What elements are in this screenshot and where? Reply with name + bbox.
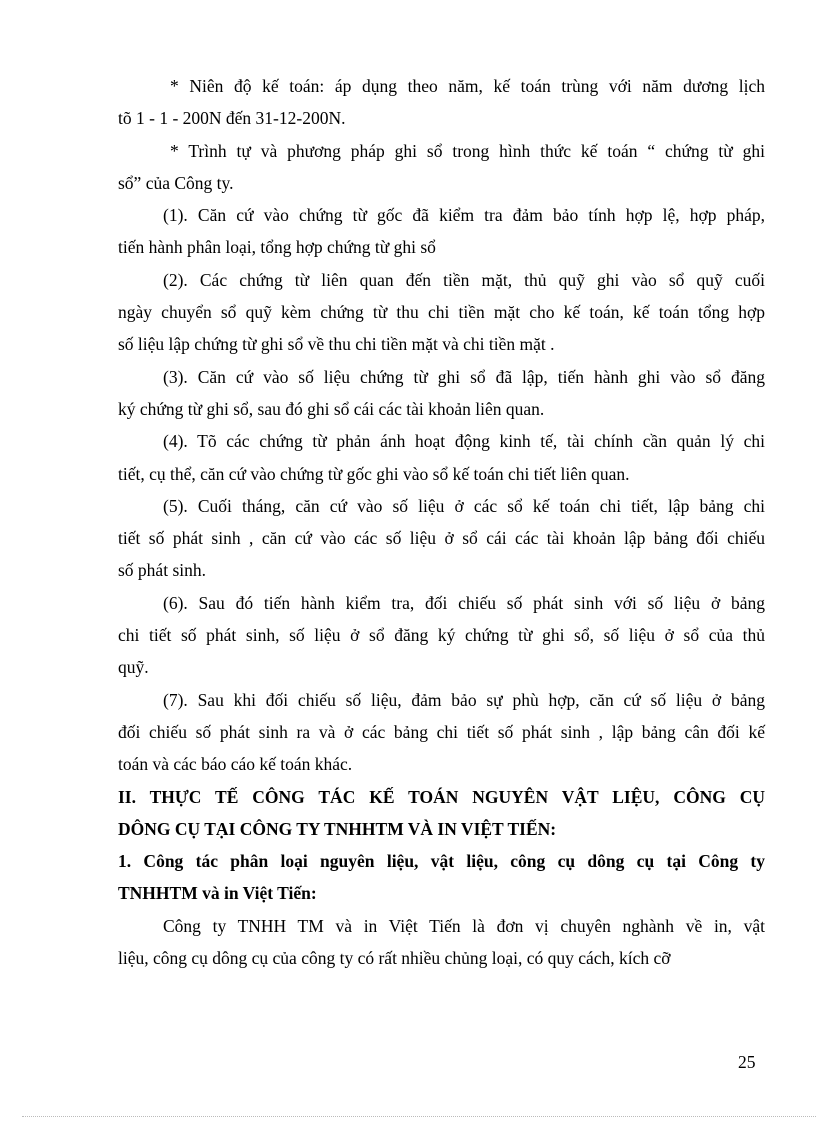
document-body — [118, 70, 765, 974]
text-line: ngày chuyển sổ quỹ kèm chứng từ thu chi tiền mặt cho kế toán, kế toán tổng hợp — [118, 302, 765, 323]
paragraph — [118, 264, 765, 361]
paragraph — [118, 425, 765, 490]
text-line: ký chứng từ ghi sổ, sau đó ghi sổ cái các tài khoản liên quan. — [118, 398, 545, 419]
paragraph — [118, 70, 765, 135]
paragraph — [118, 490, 765, 587]
text-line: tiết số phát sinh , căn cứ vào các số liệu ở sổ cái các tài khoản lập bảng đối chiếu — [118, 528, 765, 549]
text-line: * Trình tự và phương pháp ghi sổ trong hình thức kế toán “ chứng từ ghi — [170, 140, 765, 161]
text-line: (4). Tõ các chứng từ phản ánh hoạt động kinh tế, tài chính cần quản lý chi — [163, 431, 765, 452]
section-heading — [118, 845, 765, 910]
text-line: (1). Căn cứ vào chứng từ gốc đã kiểm tra đảm bảo tính hợp lệ, hợp pháp, — [163, 205, 765, 226]
text-line: (6). Sau đó tiến hành kiểm tra, đối chiếu số phát sinh với số liệu ở bảng — [163, 592, 765, 613]
paragraph — [118, 684, 765, 781]
page-number: 25 — [738, 1052, 756, 1072]
text-line: (3). Căn cứ vào số liệu chứng từ ghi sổ đã lập, tiến hành ghi vào sổ đăng — [163, 366, 765, 387]
paragraph — [118, 199, 765, 264]
text-line: (5). Cuối tháng, căn cứ vào số liệu ở các sổ kế toán chi tiết, lập bảng chi — [163, 495, 765, 516]
text-line: toán và các báo cáo kế toán khác. — [118, 754, 353, 775]
text-line: TNHHTM và in Việt Tiến: — [118, 883, 317, 904]
paragraph — [118, 135, 765, 200]
text-line: liệu, công cụ dông cụ của công ty có rất nhiều chủng loại, có quy cách, kích cỡ — [118, 948, 671, 969]
text-line: DÔNG CỤ TẠI CÔNG TY TNHHTM VÀ IN VIỆT TIẾN: — [118, 818, 557, 839]
text-line: tiến hành phân loại, tổng hợp chứng từ ghi sổ — [118, 237, 436, 258]
text-line: quỹ. — [118, 657, 149, 678]
text-line: tiết, cụ thể, căn cứ vào chứng từ gốc ghi vào sổ kế toán chi tiết liên quan. — [118, 463, 630, 484]
text-line: (2). Các chứng từ liên quan đến tiền mặt, thủ quỹ ghi vào sổ quỹ cuối — [163, 269, 765, 290]
text-line: số phát sinh. — [118, 560, 206, 581]
text-line: số liệu lập chứng từ ghi sổ về thu chi tiền mặt và chi tiền mặt . — [118, 334, 555, 355]
text-line: (7). Sau khi đối chiếu số liệu, đảm bảo sự phù hợp, căn cứ số liệu ở bảng — [163, 689, 765, 710]
text-line: 1. Công tác phân loại nguyên liệu, vật liệu, công cụ dông cụ tại Công ty — [118, 851, 765, 872]
text-line: * Niên độ kế toán: áp dụng theo năm, kế toán trùng với năm dương lịch — [170, 76, 765, 96]
text-line: tõ 1 - 1 - 200N đến 31-12-200N. — [118, 108, 346, 129]
paragraph — [118, 910, 765, 975]
text-line: chi tiết số phát sinh, số liệu ở sổ đăng ký chứng từ ghi sổ, số liệu ở sổ của thủ — [118, 625, 765, 646]
paragraph — [118, 361, 765, 426]
text-line: Công ty TNHH TM và in Việt Tiến là đơn vị chuyên nghành về in, vật — [163, 915, 765, 936]
section-heading — [118, 781, 765, 846]
page-bottom-divider — [22, 1116, 816, 1117]
text-line: sổ” của Công ty. — [118, 172, 234, 193]
text-line: đối chiếu số phát sinh ra và ở các bảng chi tiết số phát sinh , lập bảng cân đối kế — [118, 721, 765, 742]
text-line: II. THỰC TẾ CÔNG TÁC KẾ TOÁN NGUYÊN VẬT LIỆU, CÔNG CỤ — [118, 786, 765, 807]
paragraph — [118, 587, 765, 684]
